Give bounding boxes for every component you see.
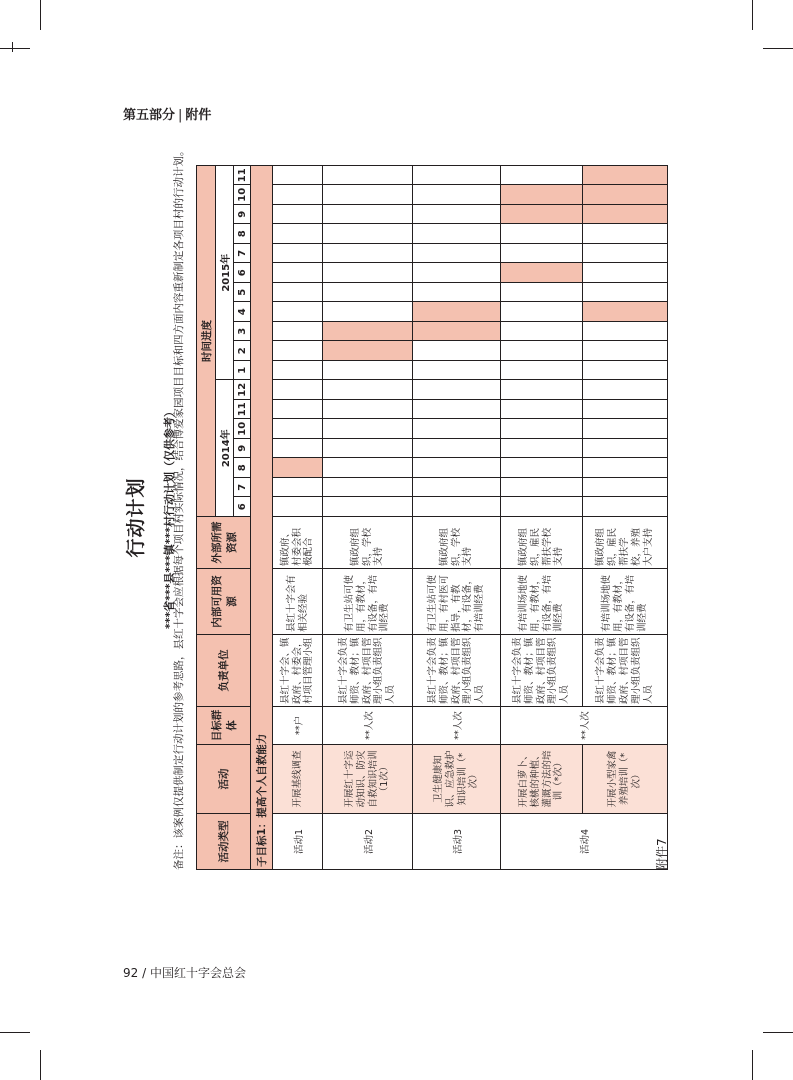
activity-type-cell: 活动1 <box>273 814 323 870</box>
month-header: 11 <box>234 400 251 420</box>
timeline-cell <box>501 497 583 517</box>
timeline-cell <box>273 322 323 342</box>
timeline-cell <box>323 165 413 185</box>
timeline-cell <box>501 361 583 381</box>
timeline-cell <box>323 224 413 244</box>
timeline-cell <box>323 497 413 517</box>
external-resources-cell: 镇政府组织，雇民帮扶学校，养殖大户支持 <box>583 517 668 569</box>
crop-mark <box>0 1032 30 1033</box>
header-external: 外部所需资源 <box>197 517 251 569</box>
timeline-cell <box>583 263 668 283</box>
timeline-cell <box>501 185 583 205</box>
crop-mark <box>12 42 13 52</box>
activity-cell: 卫生健康知识、应急救护知识培训（*次） <box>413 745 501 814</box>
timeline-cell <box>501 165 583 185</box>
timeline-cell <box>501 419 583 439</box>
timeline-cell <box>273 224 323 244</box>
internal-resources-cell: 有培训场地使用，有教材，有设备，有培训经费 <box>583 569 668 635</box>
target-group-cell: **人次 <box>323 707 413 745</box>
header-internal: 内部可用资源 <box>197 569 251 635</box>
external-resources-cell: 镇政府组织，雇民帮扶学校支持 <box>501 517 583 569</box>
timeline-cell <box>583 165 668 185</box>
timeline-cell <box>273 497 323 517</box>
timeline-cell <box>413 302 501 322</box>
internal-resources-cell: 有卫生站可使用，有教材，有设备，有培训经费 <box>323 569 413 635</box>
timeline-cell <box>413 263 501 283</box>
timeline-cell <box>273 400 323 420</box>
month-header: 2 <box>234 341 251 361</box>
section-separator: | <box>178 108 183 123</box>
timeline-cell <box>501 244 583 264</box>
timeline-cell <box>273 263 323 283</box>
timeline-cell <box>583 361 668 381</box>
timeline-cell <box>413 439 501 459</box>
timeline-cell <box>413 341 501 361</box>
timeline-cell <box>273 341 323 361</box>
timeline-cell <box>323 263 413 283</box>
timeline-cell <box>273 439 323 459</box>
timeline-cell <box>501 302 583 322</box>
month-header: 8 <box>234 224 251 244</box>
timeline-cell <box>583 244 668 264</box>
crop-mark <box>752 0 753 30</box>
timeline-cell <box>323 478 413 498</box>
timeline-cell <box>501 439 583 459</box>
timeline-cell <box>413 283 501 303</box>
timeline-cell <box>583 322 668 342</box>
timeline-cell <box>323 341 413 361</box>
activity-cell: 开展小型家禽养殖培训（*次） <box>583 745 668 814</box>
timeline-cell <box>413 458 501 478</box>
header-activity: 活动 <box>197 745 251 814</box>
timeline-cell <box>323 361 413 381</box>
header-year-2014: 2014年 <box>216 380 234 517</box>
timeline-cell <box>583 497 668 517</box>
timeline-cell <box>273 458 323 478</box>
plan-title: 行动计划 <box>125 477 147 558</box>
section-name: 附件 <box>185 108 212 123</box>
crop-mark <box>763 1032 793 1033</box>
month-header: 5 <box>234 283 251 303</box>
activity-cell: 开展基线调查 <box>273 745 323 814</box>
month-header: 9 <box>234 439 251 459</box>
timeline-cell <box>273 302 323 322</box>
appendix-label: 附件7 <box>655 838 669 870</box>
activity-type-cell: 活动4 <box>501 814 668 870</box>
timeline-cell <box>501 263 583 283</box>
responsible-unit-cell: 县红十字会负责师资、教材；镇政府、村项目管理小组负责组织人员 <box>583 635 668 707</box>
objective-row: 子目标1：提高个人自救能力 <box>251 165 273 869</box>
timeline-cell <box>413 400 501 420</box>
timeline-cell <box>583 419 668 439</box>
timeline-cell <box>583 224 668 244</box>
month-header: 6 <box>234 497 251 517</box>
rotated-content <box>125 145 693 870</box>
timeline-cell <box>273 478 323 498</box>
header-target: 目标群体 <box>197 707 251 745</box>
timeline-cell <box>273 380 323 400</box>
timeline-cell <box>583 400 668 420</box>
timeline-cell <box>583 205 668 225</box>
target-group-cell: **人次 <box>413 707 501 745</box>
crop-mark <box>40 0 41 30</box>
activity-type-cell: 活动3 <box>413 814 501 870</box>
timeline-cell <box>501 478 583 498</box>
timeline-cell <box>501 224 583 244</box>
external-resources-cell: 镇政府、村委会积极配合 <box>273 517 323 569</box>
timeline-cell <box>583 380 668 400</box>
timeline-cell <box>273 165 323 185</box>
crop-mark <box>40 1050 41 1080</box>
month-header: 9 <box>234 205 251 225</box>
table-row <box>273 165 323 869</box>
month-header: 11 <box>234 165 251 185</box>
month-header: 8 <box>234 458 251 478</box>
section-header <box>123 104 211 123</box>
header-type: 活动类型 <box>197 814 251 870</box>
timeline-cell <box>413 497 501 517</box>
timeline-cell <box>323 244 413 264</box>
timeline-cell <box>501 205 583 225</box>
month-header: 3 <box>234 322 251 342</box>
month-header: 4 <box>234 302 251 322</box>
table-row <box>501 165 583 869</box>
action-plan-table <box>196 165 668 870</box>
timeline-cell <box>583 283 668 303</box>
header-year-2015: 2015年 <box>216 165 234 380</box>
timeline-cell <box>583 341 668 361</box>
crop-mark <box>752 1050 753 1080</box>
timeline-cell <box>273 185 323 205</box>
table-row <box>583 165 668 869</box>
crop-mark <box>763 48 793 49</box>
timeline-cell <box>323 400 413 420</box>
target-group-cell: **人次 <box>501 707 668 745</box>
timeline-cell <box>583 185 668 205</box>
internal-resources-cell: 县红十字会有相关经验 <box>273 569 323 635</box>
timeline-cell <box>323 283 413 303</box>
timeline-cell <box>583 478 668 498</box>
month-header: 1 <box>234 361 251 381</box>
month-header: 12 <box>234 380 251 400</box>
timeline-cell <box>413 322 501 342</box>
header-responsible: 负责单位 <box>197 635 251 707</box>
month-header: 10 <box>234 185 251 205</box>
timeline-cell <box>583 439 668 459</box>
month-header: 7 <box>234 478 251 498</box>
timeline-cell <box>501 322 583 342</box>
timeline-cell <box>323 185 413 205</box>
timeline-cell <box>273 283 323 303</box>
external-resources-cell: 镇政府组织，学校支持 <box>413 517 501 569</box>
timeline-cell <box>583 458 668 478</box>
timeline-cell <box>413 361 501 381</box>
table-row <box>413 165 501 869</box>
timeline-cell <box>413 419 501 439</box>
month-header: 7 <box>234 244 251 264</box>
timeline-cell <box>413 244 501 264</box>
page-footer: 92 / 中国红十字会总会 <box>123 966 246 980</box>
activity-cell: 开展红十字运动知识、防灾自救知识培训（1次） <box>323 745 413 814</box>
responsible-unit-cell: 县红十字会负责师资、教材；镇政府、村项目管理小组负责组织人员 <box>323 635 413 707</box>
timeline-cell <box>323 205 413 225</box>
timeline-cell <box>323 439 413 459</box>
timeline-cell <box>323 380 413 400</box>
internal-resources-cell: 有培训场地使用，有教材，有设备，有培训经费 <box>501 569 583 635</box>
responsible-unit-cell: 县红十字会负责师资、教材；镇政府、村项目管理小组负责组织人员 <box>501 635 583 707</box>
timeline-cell <box>323 419 413 439</box>
month-header: 10 <box>234 419 251 439</box>
timeline-cell <box>501 380 583 400</box>
month-header: 6 <box>234 263 251 283</box>
timeline-cell <box>273 419 323 439</box>
timeline-cell <box>583 302 668 322</box>
timeline-cell <box>273 205 323 225</box>
timeline-cell <box>413 185 501 205</box>
plan-subtitle: ***省***县***镇***村行动计划（仅供参考） <box>163 405 176 630</box>
timeline-cell <box>413 205 501 225</box>
activity-type-cell: 活动2 <box>323 814 413 870</box>
timeline-cell <box>413 224 501 244</box>
external-resources-cell: 镇政府组织，学校支持 <box>323 517 413 569</box>
header-progress: 时间进度 <box>197 165 216 516</box>
timeline-cell <box>323 458 413 478</box>
timeline-cell <box>323 322 413 342</box>
timeline-cell <box>501 400 583 420</box>
timeline-cell <box>413 478 501 498</box>
timeline-cell <box>501 341 583 361</box>
timeline-cell <box>273 361 323 381</box>
section-part: 第五部分 <box>123 108 176 123</box>
timeline-cell <box>413 165 501 185</box>
activity-cell: 开展白萝卜、核桃的种植、灌溉方法的培训（*次） <box>501 745 583 814</box>
timeline-cell <box>273 244 323 264</box>
timeline-cell <box>413 380 501 400</box>
target-group-cell: **户 <box>273 707 323 745</box>
timeline-cell <box>323 302 413 322</box>
table-row <box>323 165 413 869</box>
timeline-cell <box>501 283 583 303</box>
responsible-unit-cell: 县红十字会、镇政府、村委会，村项目管理小组 <box>273 635 323 707</box>
responsible-unit-cell: 县红十字会负责师资、教材；镇政府、村项目管理小组负责组织人员 <box>413 635 501 707</box>
crop-mark <box>0 48 30 49</box>
plan-note: 备注：该案例仅提供制定行动计划的参考思路，县红十字会应根据每个项目村实际情况，结合博爱家园项目目标和四方面内容重新制定各项目村的行动计划。 <box>173 145 185 870</box>
timeline-cell <box>501 458 583 478</box>
internal-resources-cell: 有卫生站可使用，有村医可指导，有教材，有设备，有培训经费 <box>413 569 501 635</box>
